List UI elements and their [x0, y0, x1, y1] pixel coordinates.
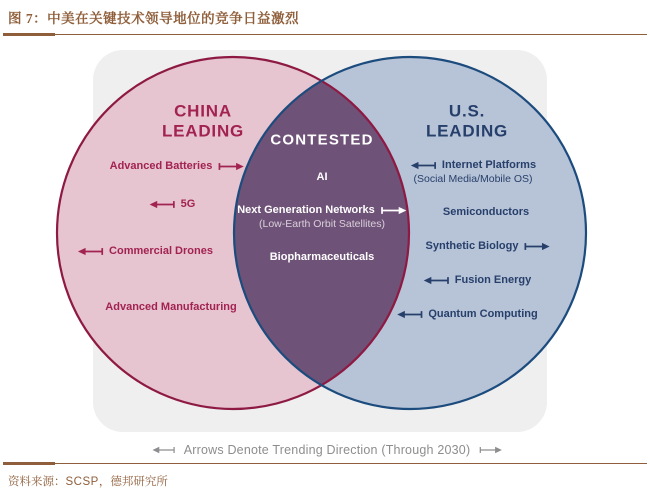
figure-source [8, 473, 168, 489]
trend-left-arrow-icon [396, 310, 423, 319]
us-item-quantum-computing [396, 308, 537, 320]
trend-left-arrow-icon [410, 161, 437, 170]
trend-left-arrow-icon [149, 200, 176, 209]
china-item-advanced-batteries [110, 160, 245, 172]
item-label: Quantum Computing [428, 308, 538, 320]
trend-right-arrow-icon [380, 206, 407, 215]
figure-title: 图 7：中美在关键技术领导地位的竞争日益激烈 [8, 11, 300, 26]
us-item-synthetic-biology [426, 240, 551, 252]
trend-left-arrow-icon [423, 276, 450, 285]
trend-left-arrow-icon [77, 247, 104, 256]
china-heading-line1: CHINA [174, 101, 232, 121]
us-item-semiconductors [443, 206, 529, 218]
contested-heading: CONTESTED [270, 131, 374, 149]
item-label: 5G [180, 198, 196, 210]
item-label: Advanced Batteries [109, 160, 213, 172]
us-heading-line2: LEADING [425, 122, 509, 141]
contested-item-biopharmaceuticals [270, 251, 375, 263]
item-label: Semiconductors [442, 206, 530, 218]
us-heading [426, 102, 508, 143]
item-label: Synthetic Biology [425, 240, 519, 252]
item-sublabel: (Social Media/Mobile OS) [413, 173, 533, 185]
us-item-internet-platforms [410, 159, 536, 185]
trend-right-arrow-icon [478, 446, 502, 454]
us-item-fusion-energy [423, 274, 531, 286]
item-sublabel: (Low-Earth Orbit Satellites) [258, 218, 386, 230]
footer-divider-line [3, 463, 647, 464]
title-divider-line [3, 34, 647, 35]
china-item-commercial-drones [77, 245, 213, 257]
china-item-5g [149, 198, 196, 210]
item-label: Next Generation Networks [237, 204, 375, 216]
source-name: SCSP [65, 476, 99, 488]
trend-left-arrow-icon [152, 446, 176, 454]
legend-caption-text: Arrows Denote Trending Direction (Through 2030) [183, 443, 471, 457]
footer-divider-accent [3, 462, 55, 465]
item-label: Advanced Manufacturing [105, 301, 237, 313]
trend-right-arrow-icon [523, 242, 550, 251]
china-heading [162, 102, 244, 143]
us-heading-line1: U.S. [448, 101, 486, 121]
item-label: Internet Platforms [441, 159, 537, 171]
source-prefix: 资料来源： [8, 476, 66, 488]
trend-right-arrow-icon [217, 162, 244, 171]
item-label: AI [316, 171, 328, 183]
source-suffix: ，德邦研究所 [98, 476, 168, 488]
footer-divider [3, 462, 647, 466]
item-label: Commercial Drones [109, 245, 213, 257]
item-label: Biopharmaceuticals [269, 251, 375, 263]
contested-item-ai [317, 171, 328, 183]
venn-diagram [0, 45, 650, 457]
contested-item-next-gen-networks [237, 204, 407, 230]
title-divider [3, 33, 647, 37]
item-label: Fusion Energy [454, 274, 532, 286]
china-item-advanced-manufacturing [105, 301, 236, 313]
legend-caption [152, 443, 503, 457]
title-divider-accent [3, 33, 55, 36]
china-heading-line2: LEADING [161, 122, 245, 141]
